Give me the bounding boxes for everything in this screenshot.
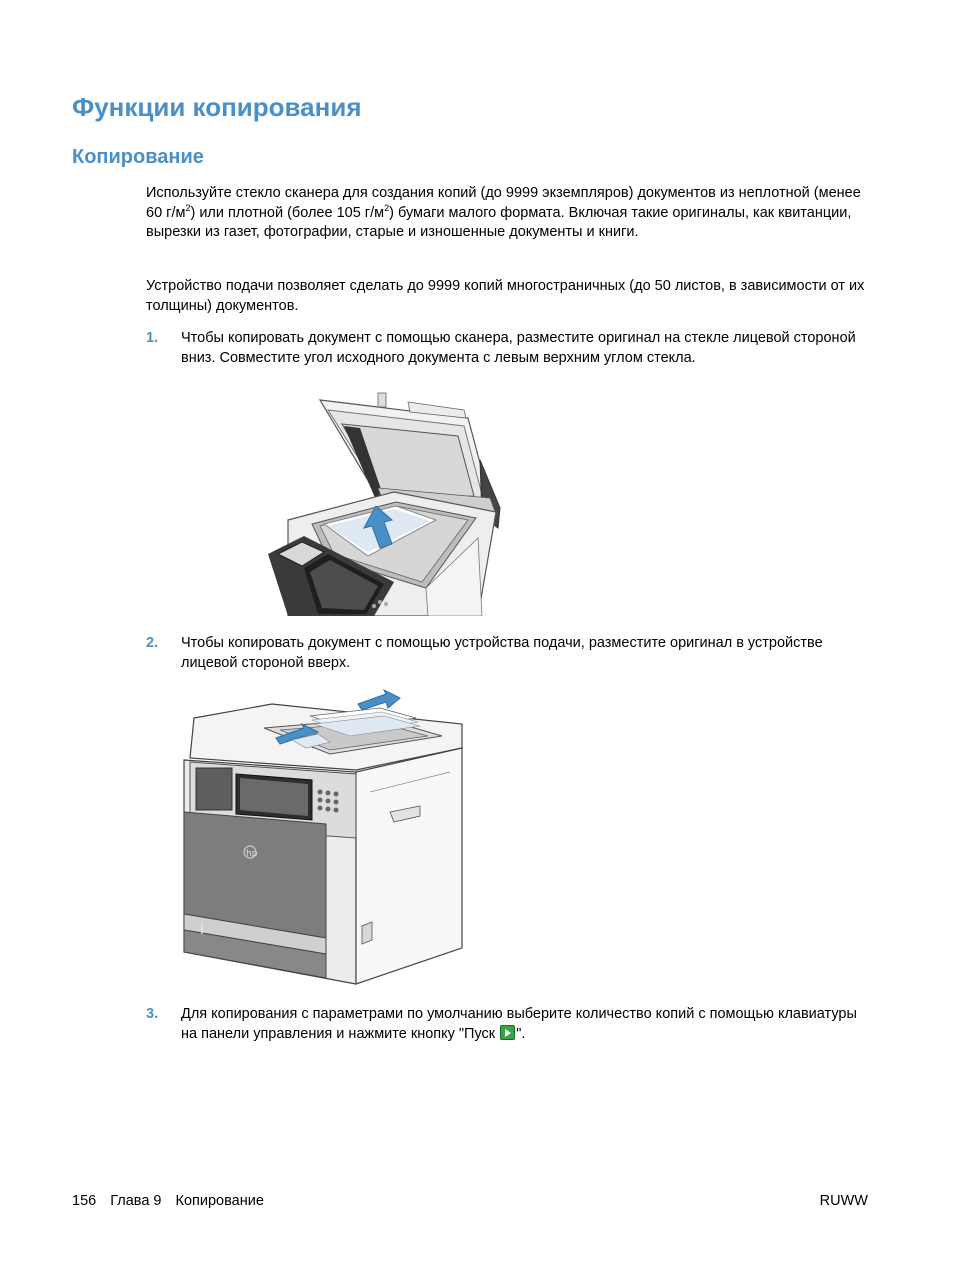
footer-left [72, 1193, 274, 1209]
step-text: Чтобы копировать документ с помощью сканера, разместите оригинал на стекле лицевой стороной вниз. Совместите угол исходного документа с левым верхним углом стекла. [181, 330, 856, 366]
section-label: Копирование [175, 1193, 264, 1209]
step-number: 3. [146, 1006, 159, 1022]
start-button-icon [500, 1025, 515, 1040]
step-number: 2. [146, 635, 159, 651]
page-heading: Функции копирования [72, 92, 362, 122]
step-text: Чтобы копировать документ с помощью устройства подачи, разместите оригинал в устройстве лицевой стороной вверх. [181, 635, 823, 671]
page-number: 156 [72, 1193, 97, 1209]
feeder-paragraph: Устройство подачи позволяет сделать до 9999 копий многостраничных (до 50 листов, в зависимости от их толщины) документов. [146, 278, 865, 314]
svg-text:i: i [200, 922, 204, 938]
step-number: 1. [146, 330, 159, 346]
svg-text:hp: hp [246, 849, 258, 859]
step-text: Для копирования с параметрами по умолчанию выберите количество копий с помощью клавиатуры на панели управления и нажмите кнопку "Пуск ". [181, 1006, 857, 1042]
intro-paragraph: Используйте стекло сканера для создания копий (до 9999 экземпляров) документов из неплотной (менее 60 $г/м^2$) или плотной (более 105 $г/м^2$) бумаги малого формата. Включая такие оригиналы, как квитанции, вырезки из газет, фотографии, старые и изношенные документы и книги. [146, 185, 861, 240]
chapter-label: Глава 9 [110, 1193, 162, 1209]
scanner-glass-illustration [268, 388, 508, 616]
section-heading: Копирование [72, 146, 204, 168]
document-feeder-illustration [180, 688, 470, 988]
footer-right: RUWW [819, 1193, 868, 1209]
